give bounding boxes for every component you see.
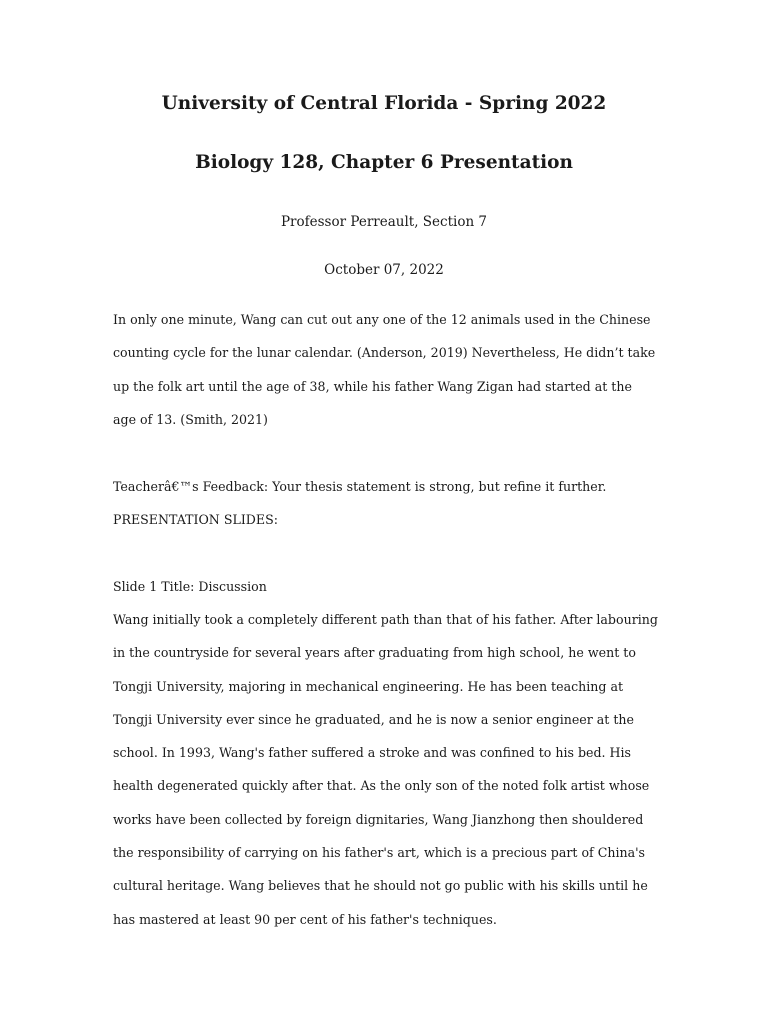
slide-1-body: Wang initially took a completely different path than that of his father. After labouring in the countryside for several years after graduating from high school, he went to Tongji University, majoring in mechanical engineering. He has been teaching at Tongji University ever since he graduated, and he is now a senior engineer at the school. In 1993, Wang's father suffered a stroke and was confined to his bed. His health degenerated quickly after that. As the only son of the noted folk artist whose works have been collected by foreign dignitaries, Wang Jianzhong then shouldered the responsibility of carrying on his father's art, which is a precious part of China's cultural heritage. Wang believes that he should not go public with his skills until he has mastered at least 90 per cent of his father's techniques.: [113, 612, 658, 927]
university-heading: University of Central Florida - Spring 2022: [161, 93, 607, 114]
teacher-feedback: Teacherâ€™s Feedback: Your thesis statement is strong, but refine it further.: [113, 479, 607, 494]
professor-line: Professor Perreault, Section 7: [280, 214, 488, 230]
slide-1-title: Slide 1 Title: Discussion: [113, 579, 267, 594]
intro-paragraph: In only one minute, Wang can cut out any one of the 12 animals used in the Chinese counting cycle for the lunar calendar. (Anderson, 2019) Nevertheless, He didn’t take up the folk art until the age of 38, while his father Wang Zigan had started at the age of 13. (Smith, 2021): [113, 312, 656, 427]
date-line: October 07, 2022: [324, 262, 444, 278]
course-title: Biology 128, Chapter 6 Presentation: [195, 152, 573, 173]
slides-heading: PRESENTATION SLIDES:: [113, 512, 278, 527]
